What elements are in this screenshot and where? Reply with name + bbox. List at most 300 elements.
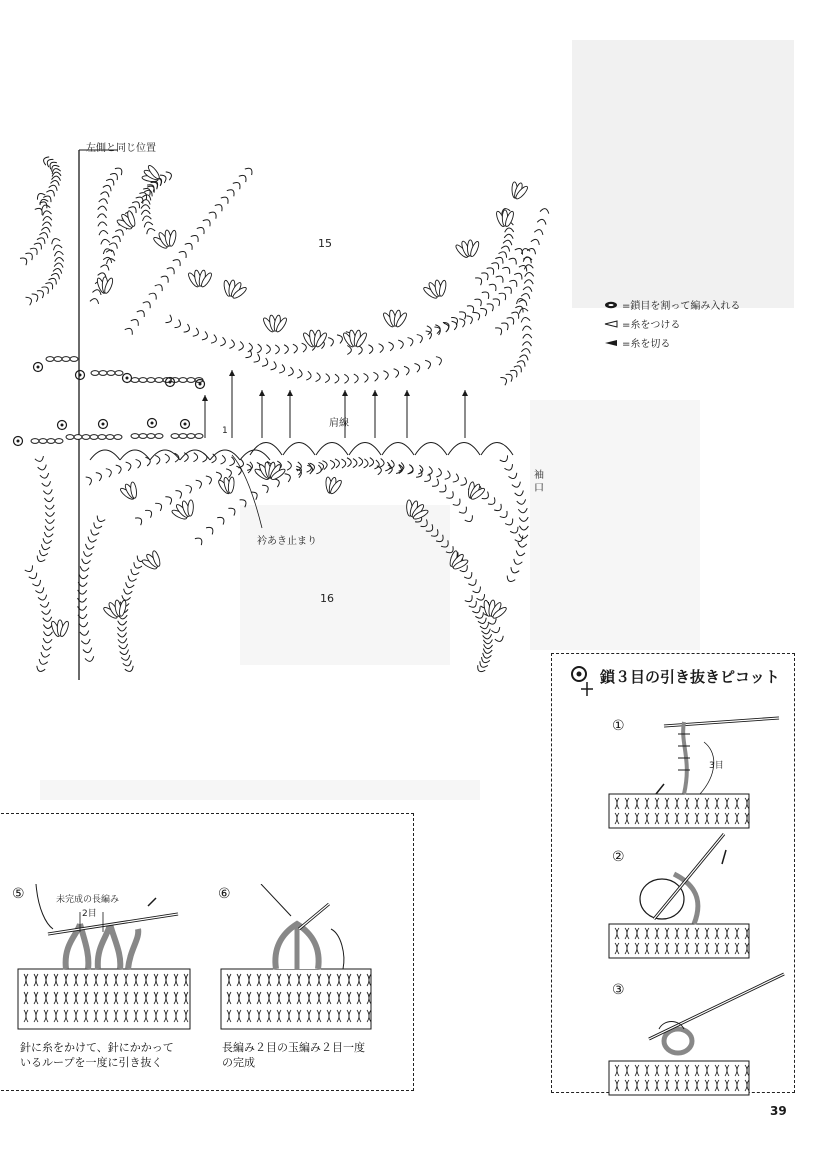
chain-stitch (229, 340, 235, 350)
chain-oval (47, 439, 55, 444)
chain-oval (179, 378, 187, 383)
chain-stitch (87, 537, 97, 544)
chain-stitch (175, 489, 183, 499)
chain-stitch (521, 348, 531, 354)
arrow-head (462, 390, 468, 396)
chain-stitch (54, 263, 63, 268)
chain-stitch (519, 354, 529, 361)
chain-stitch (121, 655, 131, 661)
chain-stitch (221, 455, 227, 465)
chain-oval (70, 357, 78, 362)
chain-stitch (247, 463, 252, 473)
chain-stitch (81, 639, 91, 645)
chain-stitch (39, 231, 49, 238)
chain-stitch (446, 491, 455, 500)
chain-stitch (417, 333, 424, 343)
arrow-head (229, 370, 235, 376)
arrow-head (259, 390, 265, 396)
chain-stitch (173, 257, 183, 266)
chain-stitch (510, 527, 520, 535)
shoulder-line-label: 肩線 (329, 418, 349, 429)
chain-stitch (40, 602, 50, 608)
chain-stitch (517, 499, 527, 505)
picot-stitch (148, 419, 157, 428)
picot-instruction-box (551, 653, 795, 1093)
chain-stitch (388, 341, 394, 351)
chain-stitch (284, 345, 289, 354)
chain-stitch (509, 567, 519, 574)
chain-stitch (436, 355, 443, 365)
chain-oval (147, 378, 155, 383)
chain-stitch (45, 505, 54, 510)
chain-stitch (161, 274, 171, 283)
chain-stitch (495, 326, 504, 336)
chain-stitch (184, 324, 191, 334)
chain-stitch (92, 522, 102, 529)
chain-stitch (491, 627, 501, 634)
arrow-head (404, 390, 410, 396)
chain-stitch (167, 266, 177, 275)
chain-stitch (445, 471, 452, 481)
chain-stitch (116, 464, 123, 474)
chain-stitch (211, 335, 218, 345)
picot-stitch (76, 371, 85, 380)
chain-stitch (499, 291, 508, 300)
chain-stitch (115, 228, 125, 236)
sleeve-label-bottom: 口 (534, 483, 544, 494)
chain-stitch (227, 188, 237, 197)
chain-stitch (330, 460, 335, 469)
bleed-through-photo (572, 40, 794, 308)
chain-stitch (40, 473, 50, 479)
chain-stitch (155, 455, 160, 464)
chain-stitch (26, 295, 34, 305)
chain-stitch (478, 618, 488, 625)
chain-stitch (491, 261, 501, 270)
picot-stitch (99, 420, 108, 429)
chain-stitch (505, 576, 515, 584)
chain-stitch (52, 176, 61, 181)
scallop (90, 450, 120, 460)
chain-stitch (374, 460, 379, 470)
chain-stitch (426, 329, 433, 339)
chain-stitch (408, 336, 415, 346)
chain-stitch (482, 653, 492, 659)
puff-stitch-instruction-box (0, 813, 414, 1091)
chain-stitch (191, 233, 201, 242)
chain-stitch (421, 519, 430, 528)
chain-stitch (245, 166, 254, 175)
picot-title: 鎖３目の引き抜きピコット (600, 668, 780, 686)
chain-stitch (35, 666, 45, 673)
chain-oval (179, 434, 187, 439)
chain-stitch (480, 306, 488, 316)
chain-stitch (25, 251, 34, 260)
step5-caption-line1: 針に糸をかけて、針にかかって (20, 1041, 174, 1054)
chain-stitch (125, 666, 135, 673)
chain-stitch (43, 631, 52, 635)
chain-stitch (145, 227, 155, 234)
chain-stitch (127, 576, 137, 583)
scallop (415, 443, 447, 456)
chain-oval (82, 435, 90, 440)
chain-oval (195, 434, 203, 439)
chain-oval (115, 371, 123, 376)
chain-stitch (459, 310, 468, 320)
same-position-label: 左側と同じ位置 (86, 143, 156, 154)
step6-number: ⑥ (218, 886, 231, 902)
legend-text-join-yarn: =糸をつける (622, 320, 681, 331)
chain-stitch (465, 515, 475, 523)
chain-stitch (325, 374, 330, 383)
picot-stitch (123, 374, 132, 383)
chain-stitch (504, 234, 513, 239)
picot-stitch (14, 437, 23, 446)
chain-stitch (453, 499, 462, 508)
puff-step-illustrations (0, 884, 406, 1034)
chain-stitch (487, 302, 496, 312)
chain-stitch (431, 529, 440, 538)
picot-stitch (58, 421, 67, 430)
chain-stitch (426, 524, 435, 533)
chain-stitch (257, 344, 262, 353)
legend-item-cut-yarn (604, 335, 740, 350)
chain-oval (66, 435, 74, 440)
row-15-label: 15 (318, 237, 332, 250)
legend-item-join-yarn (604, 316, 740, 331)
chain-stitch (509, 256, 519, 264)
chain-oval (62, 357, 70, 362)
chain-stitch (44, 532, 54, 538)
chain-stitch (212, 454, 217, 463)
chain-stitch (461, 477, 469, 487)
chain-stitch (335, 458, 340, 467)
chain-stitch (522, 341, 531, 346)
chain-stitch (142, 215, 152, 221)
chain-stitch (519, 517, 528, 521)
chain-stitch (432, 479, 440, 489)
chain-stitch (49, 276, 59, 284)
chain-stitch (475, 276, 484, 286)
chain-stitch (489, 282, 498, 291)
chain-stitch (42, 538, 52, 544)
picot-stitch (34, 363, 43, 372)
chain-stitch (379, 458, 384, 467)
neck-opening-stop-label: 衿あき止まり (257, 536, 317, 547)
chain-stitch (509, 278, 519, 287)
step6-caption (222, 1040, 365, 1070)
step5-number: ⑤ (12, 886, 25, 902)
chain-oval (54, 357, 62, 362)
chain-stitch (96, 471, 103, 481)
chain-stitch (53, 268, 63, 274)
chain-stitch (467, 303, 476, 312)
chain-stitch (217, 515, 226, 524)
chain-stitch (179, 249, 189, 258)
chain-stitch (285, 472, 292, 482)
chain-stitch (425, 359, 432, 369)
chain-stitch (481, 271, 490, 280)
picot-step3-number: ③ (612, 982, 625, 998)
chain-stitch (262, 358, 269, 368)
chain-stitch (43, 638, 52, 643)
picot-step-illustrations (604, 714, 794, 1134)
chain-stitch (79, 574, 88, 579)
chain-oval (39, 439, 47, 444)
chain-stitch (42, 481, 52, 487)
chain-stitch (469, 601, 479, 609)
row-marker: 1 (222, 426, 228, 436)
puff-stitch (187, 500, 193, 516)
chain-stitch (80, 631, 90, 636)
chain-stitch (135, 516, 144, 526)
chain-stitch (337, 334, 344, 344)
chain-stitch (41, 226, 51, 232)
step6-illustration (221, 884, 371, 1029)
chain-stitch (98, 206, 107, 211)
chain-stitch (359, 457, 363, 466)
chain-stitch (35, 556, 45, 564)
chain-stitch (297, 369, 303, 379)
scallop (316, 443, 348, 456)
chain-stitch (233, 180, 242, 189)
scallop (150, 450, 180, 460)
chain-stitch (155, 501, 163, 511)
chain-stitch (50, 163, 60, 171)
chain-stitch (483, 634, 492, 639)
chain-stitch (97, 214, 106, 218)
chain-stitch (38, 465, 48, 471)
chain-stitch (203, 218, 213, 227)
picot-step2-illustration (609, 834, 749, 958)
chain-stitch (206, 525, 215, 534)
chain-stitch (100, 264, 110, 271)
chain-stitch (35, 456, 45, 463)
chain-stitch (43, 617, 52, 622)
chain-stitch (124, 582, 134, 589)
chain-stitch (175, 320, 183, 330)
chain-stitch (520, 317, 530, 323)
chain-stitch (20, 256, 29, 265)
chain-stitch (118, 638, 127, 643)
step5-annotation-line1: 未完成の長編み (56, 895, 120, 905)
chain-stitch (509, 473, 519, 480)
chain-stitch (226, 468, 232, 478)
chain-stitch (500, 455, 510, 463)
chain-stitch (228, 506, 237, 516)
chain-stitch (504, 464, 514, 472)
step5-illustration (18, 884, 190, 1029)
chain-stitch (103, 184, 113, 191)
chain-stitch (143, 221, 153, 227)
chain-stitch (468, 579, 478, 587)
chain-stitch (474, 297, 483, 306)
chain-oval (139, 434, 147, 439)
chain-stitch (186, 483, 194, 493)
chain-stitch (483, 644, 492, 649)
chain-stitch (499, 250, 509, 258)
chain-stitch (143, 300, 153, 308)
sleeve-label (534, 469, 544, 495)
chain-stitch (98, 222, 107, 227)
chain-stitch (515, 491, 525, 497)
scallop (481, 443, 513, 456)
chain-stitch (119, 644, 129, 650)
chain-stitch (38, 595, 48, 602)
chain-stitch (42, 210, 52, 216)
chain-stitch (500, 375, 508, 385)
chain-stitch (99, 198, 109, 204)
chain-oval (91, 371, 99, 376)
chain-stitch (515, 536, 525, 544)
cut-yarn-icon (604, 339, 618, 347)
chain-stitch (439, 485, 448, 494)
chain-stitch (482, 629, 492, 635)
chain-stitch (488, 497, 497, 506)
chain-stitch (40, 204, 50, 211)
chain-stitch (203, 453, 208, 462)
chain-stitch (514, 271, 524, 279)
chain-stitch (496, 274, 506, 283)
chain-stitch (385, 462, 391, 472)
chain-stitch (540, 208, 550, 214)
chain-stitch (373, 372, 378, 381)
picot-symbol-icon (568, 664, 594, 698)
chain-stitch (123, 589, 133, 595)
chain-stitch (110, 171, 120, 180)
chain-stitch (306, 371, 312, 381)
chain-stitch (79, 622, 88, 627)
page-number: 39 (770, 1104, 787, 1118)
step6-caption-line1: 長編み２目の玉編み２目一度 (222, 1041, 365, 1054)
chain-stitch (109, 241, 119, 248)
scallop (448, 443, 480, 456)
legend-text-cut-yarn: =糸を切る (622, 339, 671, 350)
chain-stitch (531, 238, 541, 245)
chain-stitch (398, 339, 404, 349)
chain-stitch (364, 373, 369, 382)
chain-stitch (95, 516, 105, 524)
chain-stitch (493, 297, 502, 306)
split-chain-icon (604, 301, 618, 309)
chain-stitch (500, 511, 510, 520)
picot-stitch (181, 420, 190, 429)
chain-stitch (307, 463, 312, 473)
chain-oval (131, 378, 139, 383)
chain-stitch (45, 519, 54, 524)
chain-stitch (145, 508, 154, 518)
chain-stitch (216, 471, 223, 481)
chain-stitch (106, 467, 113, 477)
chain-stitch (50, 237, 60, 244)
chain-stitch (465, 595, 475, 604)
chain-stitch (504, 285, 513, 294)
chain-stitch (142, 193, 152, 200)
arrow-head (202, 395, 208, 401)
chain-stitch (118, 621, 127, 625)
chain-stitch (195, 536, 204, 545)
chain-stitch (118, 633, 127, 638)
legend-text-split-chain: =鎖目を割って編み入れる (622, 301, 741, 312)
arrow-head (287, 390, 293, 396)
chain-stitch (120, 649, 130, 655)
chain-stitch (165, 315, 173, 325)
chain-stitch (46, 189, 56, 197)
chain-stitch (436, 535, 445, 544)
chain-stitch (38, 550, 48, 557)
chain-stitch (240, 498, 248, 508)
chain-stitch (368, 344, 373, 353)
chain-stitch (45, 526, 54, 531)
chain-stitch (25, 565, 35, 573)
chain-stitch (202, 331, 209, 341)
chain-stitch (379, 343, 384, 352)
chain-stitch (129, 569, 139, 576)
chain-stitch (117, 627, 126, 631)
chain-stitch (84, 544, 94, 550)
chain-stitch (45, 281, 55, 290)
chain-stitch (427, 466, 433, 476)
chain-stitch (193, 328, 200, 338)
chain-stitch (353, 459, 357, 468)
chain-oval (187, 378, 195, 383)
chain-stitch (80, 566, 90, 571)
chain-oval (106, 435, 114, 440)
picot-step2-number: ② (612, 849, 625, 865)
chain-stitch (43, 489, 53, 494)
scallop (283, 443, 315, 456)
join-yarn-icon (604, 320, 618, 328)
chain-stitch (494, 504, 503, 513)
step6-caption-line2: の完成 (222, 1056, 255, 1069)
chain-stitch (443, 320, 451, 330)
scallop (382, 443, 414, 456)
chain-stitch (453, 474, 460, 484)
chain-stitch (523, 286, 533, 292)
scallop (240, 450, 270, 460)
chain-stitch (32, 580, 42, 587)
chain-stitch (100, 239, 110, 245)
chain-stitch (90, 297, 100, 303)
chain-stitch (149, 291, 159, 299)
chain-stitch (136, 459, 142, 469)
chain-stitch (316, 373, 321, 382)
chain-stitch (513, 559, 523, 566)
chain-stitch (459, 507, 469, 516)
chain-stitch (501, 321, 510, 330)
chain-oval (155, 434, 163, 439)
chain-stitch (55, 257, 64, 261)
chain-stitch (328, 337, 334, 347)
chain-stitch (476, 665, 486, 673)
chain-stitch (126, 461, 132, 471)
chain-stitch (46, 512, 55, 516)
chain-oval (155, 378, 163, 383)
step5-caption-line2: いるループを一度に引き抜く (20, 1056, 163, 1069)
chain-stitch (132, 562, 142, 569)
chain-stitch (335, 374, 339, 383)
chain-oval (98, 435, 106, 440)
chain-stitch (121, 595, 131, 601)
chain-stitch (505, 228, 514, 232)
chain-stitch (501, 245, 511, 252)
chain-stitch (193, 453, 197, 462)
chain-stitch (507, 315, 516, 324)
chain-stitch (364, 459, 369, 468)
chain-stitch (534, 228, 544, 235)
chain-stitch (206, 475, 213, 485)
chain-stitch (436, 468, 442, 478)
